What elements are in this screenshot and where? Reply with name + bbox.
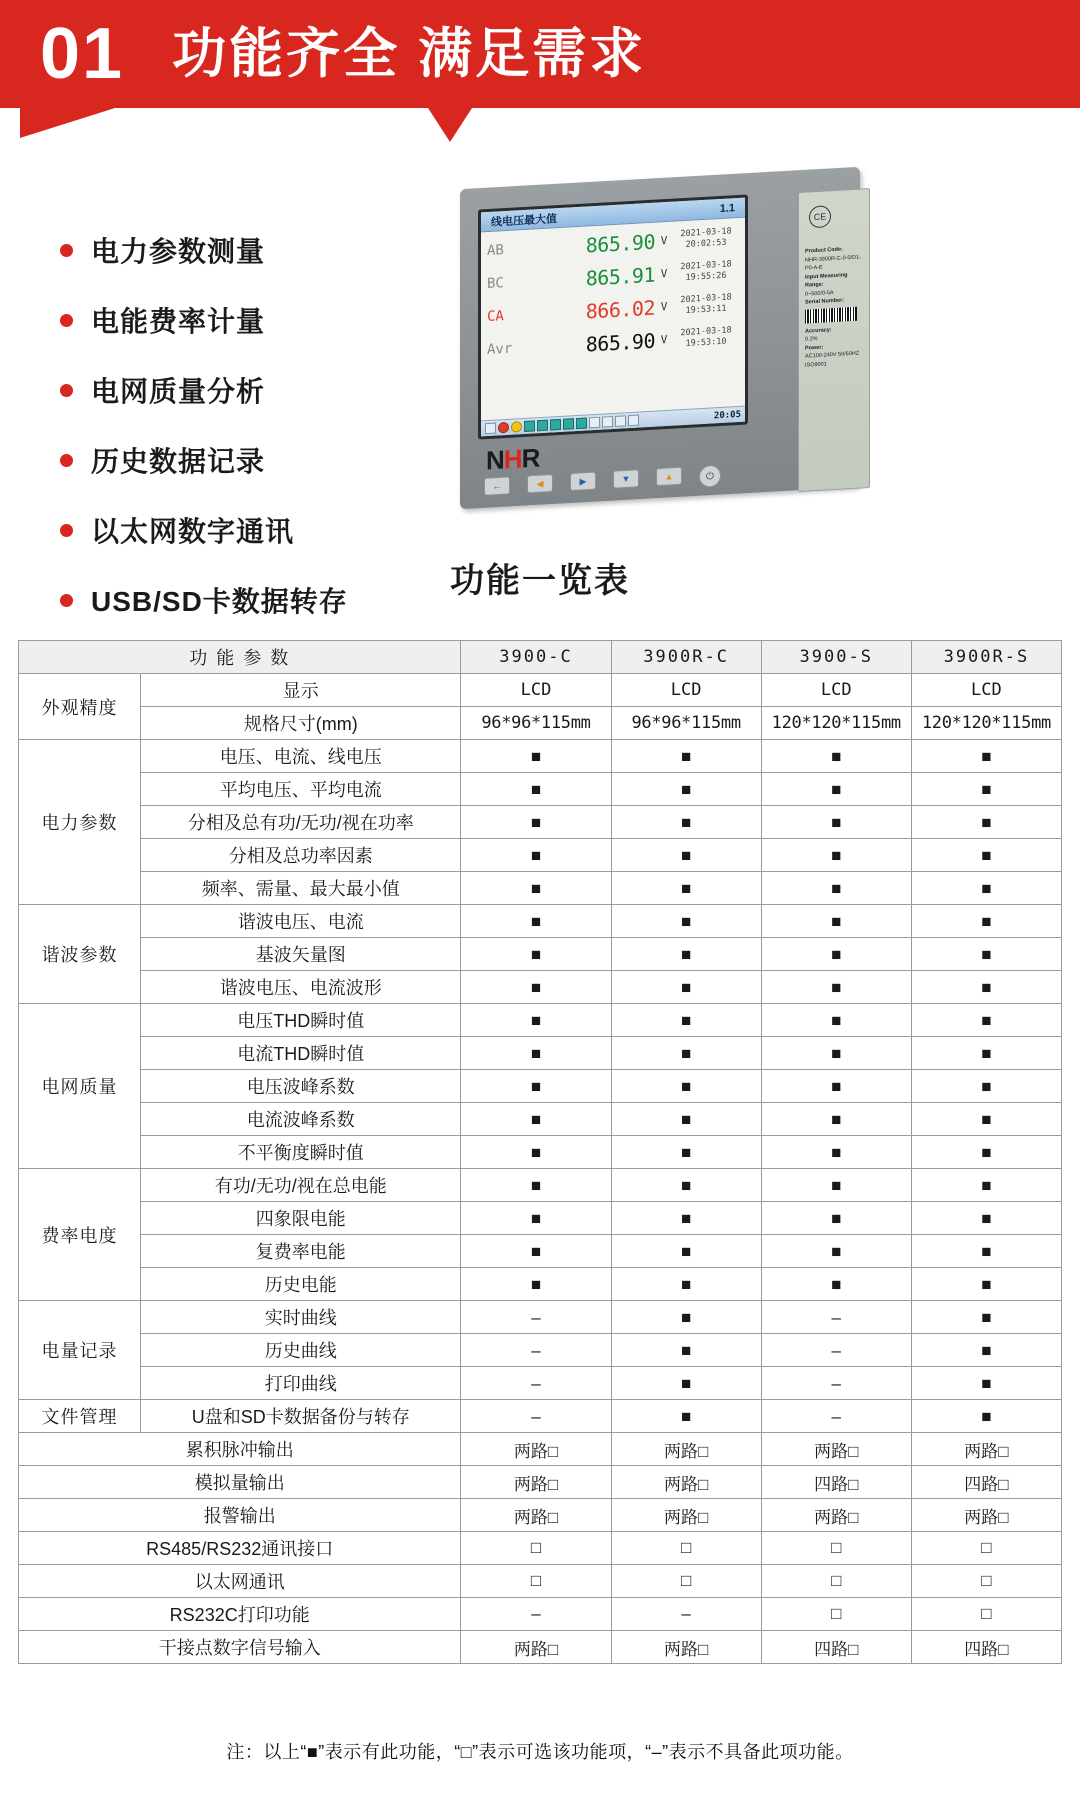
phase-label: AB	[487, 241, 504, 259]
cell-value: ■	[911, 1367, 1061, 1400]
column-header-3900r-c: 3900R-C	[611, 641, 761, 674]
group-label: 电力参数	[19, 740, 141, 905]
cell-value: ■	[461, 1235, 611, 1268]
cell-value: ■	[461, 740, 611, 773]
table-row	[19, 1499, 1062, 1532]
cell-value: 四路□	[761, 1466, 911, 1499]
cell-value: ■	[911, 806, 1061, 839]
vector-icon	[550, 419, 561, 431]
banner-notch-pointer	[428, 108, 472, 142]
cell-value: ■	[611, 773, 761, 806]
table-row	[19, 1301, 1062, 1334]
reading-timestamp: 2021-03-18 20:02:53	[680, 226, 732, 250]
cell-value: ■	[911, 1169, 1061, 1202]
cell-value: ■	[761, 872, 911, 905]
cell-value: ■	[611, 905, 761, 938]
cell-value: LCD	[461, 674, 611, 707]
nameplate-product-code: NHR-3900R-C-0-0/D1-P0-A-E	[805, 254, 861, 272]
cell-value: ■	[761, 1070, 911, 1103]
feature-label: 以太网数字通讯	[91, 516, 295, 547]
cell-value: –	[761, 1301, 911, 1334]
reading-value: 866.02	[585, 295, 655, 324]
cell-value: ■	[461, 1136, 611, 1169]
left-button[interactable]: ◀	[527, 474, 553, 493]
table-row	[19, 1433, 1062, 1466]
table-row	[19, 1169, 1062, 1202]
table-row	[19, 1070, 1062, 1103]
cell-value: ■	[761, 1169, 911, 1202]
table-row	[19, 1136, 1062, 1169]
table-row	[19, 1334, 1062, 1367]
row-label: 规格尺寸(mm)	[141, 707, 461, 740]
column-header-params: 功 能 参 数	[19, 641, 461, 674]
cell-value: ■	[761, 740, 911, 773]
cell-value: ■	[761, 1235, 911, 1268]
cell-value: ■	[611, 1367, 761, 1400]
network-icon	[628, 415, 639, 427]
cell-value: –	[611, 1598, 761, 1631]
list-item	[60, 300, 440, 340]
cell-value: 两路□	[461, 1631, 611, 1664]
cell-value: ■	[461, 1169, 611, 1202]
reading-unit: V	[660, 233, 668, 248]
cell-value: 两路□	[761, 1499, 911, 1532]
table-row	[19, 905, 1062, 938]
banner-notch-left	[20, 108, 115, 138]
cell-value: –	[761, 1400, 911, 1433]
banner-number: 01	[40, 14, 125, 94]
cell-value: –	[461, 1334, 611, 1367]
cell-value: ■	[761, 1103, 911, 1136]
cell-value: 120*120*115mm	[761, 707, 911, 740]
cell-value: ■	[911, 938, 1061, 971]
cell-value: 四路□	[911, 1631, 1061, 1664]
cell-value: ■	[761, 1037, 911, 1070]
cell-value: LCD	[611, 674, 761, 707]
cell-value: –	[761, 1367, 911, 1400]
cell-value: ■	[611, 806, 761, 839]
reading-unit: V	[660, 332, 668, 347]
cell-value: ■	[761, 938, 911, 971]
cell-value: ■	[611, 1202, 761, 1235]
reading-timestamp: 2021-03-18 19:53:10	[680, 325, 732, 349]
nameplate-accuracy: 0.2%	[805, 336, 818, 343]
table-row	[19, 872, 1062, 905]
cell-value: □	[911, 1598, 1061, 1631]
nameplate-range-label: Input Measuring Range:	[805, 271, 848, 289]
nameplate-product-code-label: Product Code:	[805, 246, 843, 255]
feature-label: 历史数据记录	[91, 446, 266, 477]
row-label: 基波矢量图	[141, 938, 461, 971]
row-label: 电流THD瞬时值	[141, 1037, 461, 1070]
table-row	[19, 1103, 1062, 1136]
row-label: 报警输出	[19, 1499, 461, 1532]
cell-value: 两路□	[461, 1433, 611, 1466]
feature-label: USB/SD卡数据转存	[91, 586, 348, 617]
bullet-icon	[60, 244, 73, 257]
cell-value: □	[761, 1598, 911, 1631]
brand-logo: NHR	[486, 442, 540, 476]
row-label: 累积脉冲输出	[19, 1433, 461, 1466]
column-header-3900r-s: 3900R-S	[911, 641, 1061, 674]
screen-reading-list	[481, 218, 745, 411]
cell-value: ■	[911, 1202, 1061, 1235]
nameplate-iso: ISO9001	[805, 361, 827, 369]
cell-value: 两路□	[611, 1433, 761, 1466]
row-label: 实时曲线	[141, 1301, 461, 1334]
row-label: 以太网通讯	[19, 1565, 461, 1598]
cell-value: 120*120*115mm	[911, 707, 1061, 740]
nameplate-power: AC100-240V 50/60HZ	[805, 350, 860, 360]
cell-value: –	[461, 1367, 611, 1400]
row-label: 有功/无功/视在总电能	[141, 1169, 461, 1202]
cell-value: ■	[461, 872, 611, 905]
row-label: 四象限电能	[141, 1202, 461, 1235]
reading-timestamp: 2021-03-18 19:53:11	[680, 292, 732, 316]
battery-icon	[589, 417, 600, 429]
cell-value: ■	[911, 1235, 1061, 1268]
group-label: 文件管理	[19, 1400, 141, 1433]
cell-value: ■	[611, 1301, 761, 1334]
cell-value: ■	[911, 1004, 1061, 1037]
table-row	[19, 1565, 1062, 1598]
row-label: 显示	[141, 674, 461, 707]
cell-value: ■	[611, 1136, 761, 1169]
column-header-3900-c: 3900-C	[461, 641, 611, 674]
table-row	[19, 971, 1062, 1004]
cell-value: ■	[461, 905, 611, 938]
row-label: 历史曲线	[141, 1334, 461, 1367]
table-row	[19, 1202, 1062, 1235]
cell-value: ■	[611, 938, 761, 971]
cell-value: ■	[761, 971, 911, 1004]
cell-value: ■	[611, 872, 761, 905]
row-label: 电压波峰系数	[141, 1070, 461, 1103]
cell-value: ■	[761, 905, 911, 938]
cell-value: □	[911, 1565, 1061, 1598]
device-screen	[481, 198, 745, 437]
device-photo	[440, 170, 890, 515]
feature-label: 电力参数测量	[91, 236, 266, 267]
table-row	[19, 740, 1062, 773]
reading-timestamp: 2021-03-18 19:55:26	[680, 259, 732, 283]
cell-value: ■	[461, 971, 611, 1004]
cell-value: 两路□	[911, 1433, 1061, 1466]
right-button[interactable]: ▶	[570, 472, 596, 491]
cell-value: ■	[611, 1169, 761, 1202]
barcode-icon	[805, 306, 857, 323]
cell-value: ■	[911, 971, 1061, 1004]
energy-icon	[576, 417, 587, 429]
row-label: 打印曲线	[141, 1367, 461, 1400]
cell-value: ■	[761, 1136, 911, 1169]
cell-value: ■	[611, 839, 761, 872]
row-label: 不平衡度瞬时值	[141, 1136, 461, 1169]
harmonic-icon	[563, 418, 574, 430]
reading-value: 865.90	[585, 229, 655, 258]
phase-label: BC	[487, 274, 504, 292]
cell-value: ■	[761, 1004, 911, 1037]
row-label: 分相及总有功/无功/视在功率	[141, 806, 461, 839]
cell-value: ■	[611, 971, 761, 1004]
cell-value: ■	[611, 1037, 761, 1070]
cell-value: 96*96*115mm	[611, 707, 761, 740]
cell-value: 四路□	[911, 1466, 1061, 1499]
screen-page-number: 1.1	[719, 201, 735, 215]
cell-value: ■	[911, 872, 1061, 905]
reading-value: 865.91	[585, 262, 655, 291]
list-item	[60, 230, 440, 270]
table-row	[19, 1004, 1062, 1037]
cell-value: ■	[461, 806, 611, 839]
cell-value: LCD	[911, 674, 1061, 707]
group-label: 外观精度	[19, 674, 141, 740]
cell-value: □	[911, 1532, 1061, 1565]
list-item	[60, 440, 440, 480]
group-label: 谐波参数	[19, 905, 141, 1004]
cell-value: 两路□	[461, 1466, 611, 1499]
cell-value: ■	[911, 1037, 1061, 1070]
row-label: U盘和SD卡数据备份与转存	[141, 1400, 461, 1433]
group-label: 电量记录	[19, 1301, 141, 1400]
cell-value: ■	[911, 740, 1061, 773]
row-label: RS485/RS232通讯接口	[19, 1532, 461, 1565]
cell-value: 96*96*115mm	[461, 707, 611, 740]
cell-value: ■	[911, 1103, 1061, 1136]
bullet-icon	[60, 384, 73, 397]
alarm-b-icon	[511, 421, 522, 433]
banner-title: 功能齐全 满足需求	[172, 24, 647, 84]
table-row	[19, 839, 1062, 872]
cell-value: 两路□	[461, 1499, 611, 1532]
cell-value: ■	[911, 1268, 1061, 1301]
cell-value: ■	[461, 1004, 611, 1037]
cell-value: –	[461, 1598, 611, 1631]
row-label: 模拟量输出	[19, 1466, 461, 1499]
table-header-row	[19, 641, 1062, 674]
sdcard-icon	[615, 415, 626, 427]
table-row	[19, 707, 1062, 740]
cell-value: ■	[611, 1004, 761, 1037]
group-label: 费率电度	[19, 1169, 141, 1301]
table-row	[19, 806, 1062, 839]
cell-value: □	[611, 1532, 761, 1565]
cell-value: ■	[461, 773, 611, 806]
cell-value: 两路□	[911, 1499, 1061, 1532]
cell-value: ■	[611, 740, 761, 773]
row-label: 平均电压、平均电流	[141, 773, 461, 806]
nameplate-accuracy-label: Accuracy:	[805, 326, 832, 335]
reading-value: 865.90	[585, 328, 655, 357]
alarm-a-icon	[498, 422, 509, 434]
wave-icon	[537, 420, 548, 432]
phase-label: CA	[487, 307, 504, 325]
nameplate-serial-label: Serial Number:	[805, 297, 845, 306]
table-row	[19, 1631, 1062, 1664]
row-label: 电流波峰系数	[141, 1103, 461, 1136]
cell-value: □	[761, 1532, 911, 1565]
bullet-icon	[60, 314, 73, 327]
phase-label: Avr	[487, 340, 513, 358]
cell-value: 四路□	[761, 1631, 911, 1664]
table-row	[19, 1235, 1062, 1268]
cell-value: ■	[611, 1400, 761, 1433]
row-label: 电压、电流、线电压	[141, 740, 461, 773]
cell-value: ■	[611, 1235, 761, 1268]
cell-value: 两路□	[611, 1631, 761, 1664]
cell-value: –	[461, 1400, 611, 1433]
cell-value: ■	[761, 1202, 911, 1235]
nameplate-range: 0~500/0-5A	[805, 289, 834, 298]
cell-value: ■	[911, 1136, 1061, 1169]
cell-value: ■	[611, 1103, 761, 1136]
page-title: 功能一览表	[450, 562, 630, 600]
cell-value: ■	[911, 1301, 1061, 1334]
cell-value: □	[461, 1565, 611, 1598]
down-button[interactable]: ▼	[613, 469, 639, 488]
cell-value: ■	[761, 806, 911, 839]
table-row	[19, 674, 1062, 707]
screen-clock: 20:05	[713, 409, 741, 421]
cell-value: 两路□	[611, 1466, 761, 1499]
usb-icon	[602, 416, 613, 428]
back-button[interactable]: ←	[484, 476, 510, 495]
bullet-icon	[60, 524, 73, 537]
feature-label: 电网质量分析	[91, 376, 266, 407]
table-row	[19, 1367, 1062, 1400]
cell-value: □	[461, 1532, 611, 1565]
table-note: 注：以上“■”表示有此功能，“□”表示可选该功能项，“–”表示不具备此项功能。	[226, 1742, 854, 1762]
row-label: 复费率电能	[141, 1235, 461, 1268]
row-label: 电压THD瞬时值	[141, 1004, 461, 1037]
table-row	[19, 938, 1062, 971]
ce-logo-icon: CE	[809, 205, 831, 228]
cell-value: ■	[911, 773, 1061, 806]
table-row	[19, 773, 1062, 806]
list-item	[60, 510, 440, 550]
row-label: 谐波电压、电流	[141, 905, 461, 938]
row-label: 谐波电压、电流波形	[141, 971, 461, 1004]
cell-value: ■	[911, 1400, 1061, 1433]
list-item	[60, 370, 440, 410]
cell-value: ■	[611, 1268, 761, 1301]
cell-value: ■	[761, 773, 911, 806]
cell-value: ■	[461, 1070, 611, 1103]
cell-value: ■	[461, 1037, 611, 1070]
device-screen-bezel	[478, 194, 748, 439]
table-row	[19, 1598, 1062, 1631]
cell-value: ■	[911, 1070, 1061, 1103]
up-button[interactable]: ▲	[656, 467, 682, 486]
cell-value: ■	[911, 905, 1061, 938]
feature-label: 电能费率计量	[91, 306, 266, 337]
screen-title: 线电压最大值	[491, 212, 557, 229]
person-icon	[485, 423, 496, 435]
group-label: 电网质量	[19, 1004, 141, 1169]
cell-value: 两路□	[761, 1433, 911, 1466]
cell-value: □	[611, 1565, 761, 1598]
cell-value: □	[761, 1565, 911, 1598]
cell-value: –	[461, 1301, 611, 1334]
table-row	[19, 1037, 1062, 1070]
cell-value: ■	[611, 1334, 761, 1367]
cell-value: ■	[461, 839, 611, 872]
cell-value: ■	[761, 839, 911, 872]
row-label: 干接点数字信号输入	[19, 1631, 461, 1664]
table-row	[19, 1466, 1062, 1499]
column-header-3900-s: 3900-S	[761, 641, 911, 674]
cell-value: ■	[911, 1334, 1061, 1367]
cell-value: –	[761, 1334, 911, 1367]
cell-value: 两路□	[611, 1499, 761, 1532]
nameplate-power-label: Power:	[805, 344, 824, 352]
cell-value: ■	[461, 1103, 611, 1136]
cell-value: ■	[461, 1202, 611, 1235]
cell-value: LCD	[761, 674, 911, 707]
reading-unit: V	[660, 299, 668, 314]
device-nameplate	[798, 188, 870, 492]
table-row	[19, 1400, 1062, 1433]
chart-icon	[524, 420, 535, 432]
row-label: 分相及总功率因素	[141, 839, 461, 872]
cell-value: ■	[611, 1070, 761, 1103]
cell-value: ■	[461, 1268, 611, 1301]
table-row	[19, 1532, 1062, 1565]
row-label: 历史电能	[141, 1268, 461, 1301]
bullet-icon	[60, 454, 73, 467]
cell-value: ■	[911, 839, 1061, 872]
header-banner	[0, 0, 1080, 108]
power-button[interactable]: ⏻	[699, 465, 721, 488]
row-label: RS232C打印功能	[19, 1598, 461, 1631]
reading-unit: V	[660, 266, 668, 281]
row-label: 频率、需量、最大最小值	[141, 872, 461, 905]
table-row	[19, 1268, 1062, 1301]
cell-value: ■	[461, 938, 611, 971]
feature-table	[18, 640, 1062, 1664]
cell-value: ■	[761, 1268, 911, 1301]
